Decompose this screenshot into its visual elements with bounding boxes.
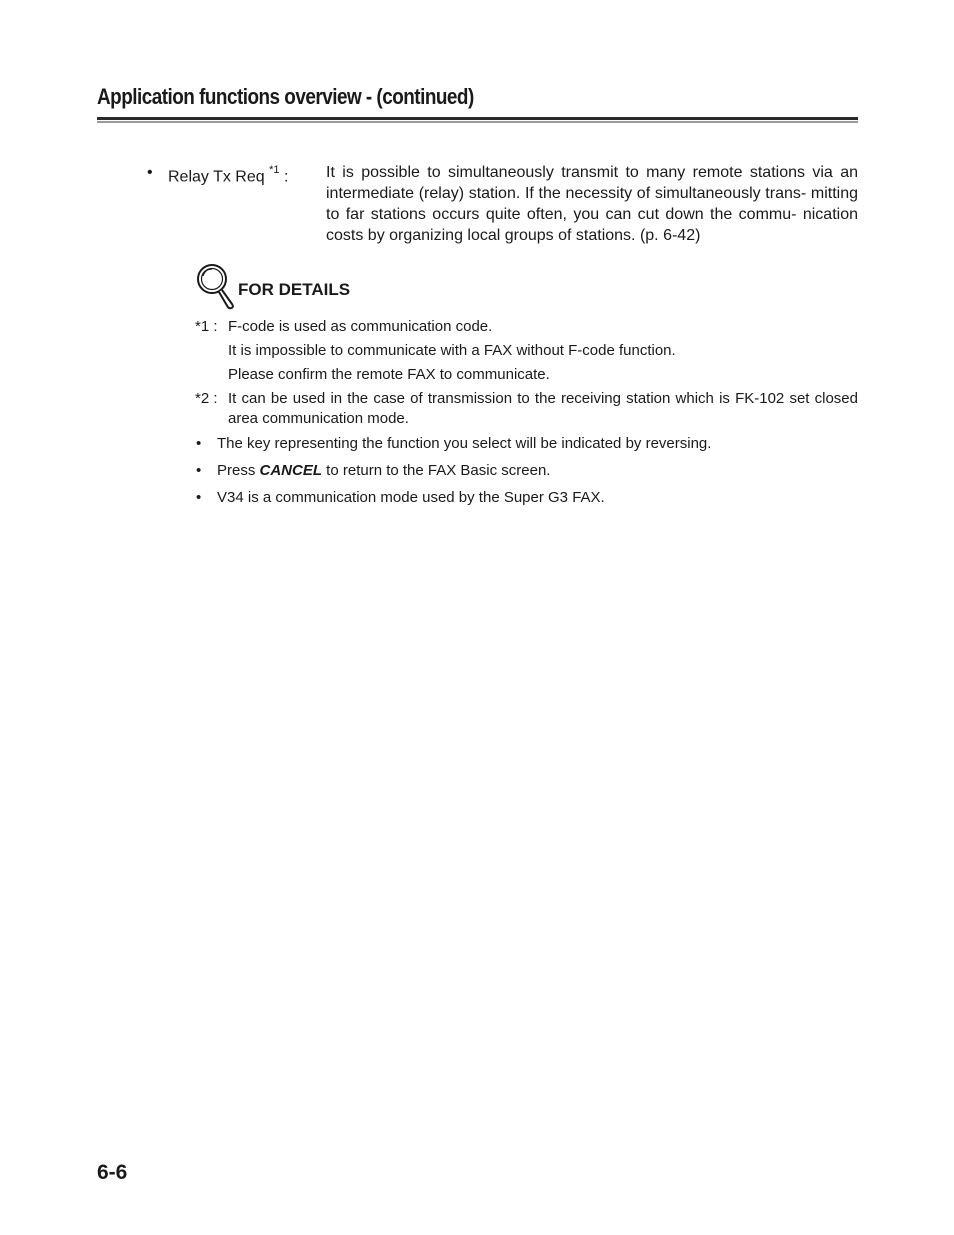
bullet: • <box>196 435 202 452</box>
bullet: • <box>196 462 202 479</box>
header-rule-shadow <box>97 121 858 123</box>
footnote-2 <box>195 389 858 429</box>
magnifier-icon <box>192 260 238 310</box>
footnote-line: It is impossible to communicate with a FAX without F-code function. <box>228 342 676 359</box>
list-item <box>195 488 858 508</box>
info-bullets <box>195 434 858 515</box>
relay-term-text: Relay Tx Req <box>168 168 265 186</box>
footnotes <box>195 317 858 433</box>
for-details-label: FOR DETAILS <box>238 280 351 299</box>
list-item-text-pre: Press <box>217 462 260 479</box>
relay-description: It is possible to simultaneously transmit to many remote stations via an intermediate (relay) station. If the necessity of simultaneously trans- mitting to far stations occurs quite often, you can cut down the commu- nication costs by organizing local groups of stations. (p. 6-42) <box>326 164 858 244</box>
footnote-1 <box>195 317 858 385</box>
relay-term-colon: : <box>279 168 289 186</box>
header-rule <box>97 117 858 120</box>
list-item <box>195 434 858 454</box>
footnote-line: F-code is used as communication code. <box>228 318 493 335</box>
cancel-key-name: CANCEL <box>259 462 323 479</box>
footnote-line: It can be used in the case of transmission to the receiving station which is FK-102 set closed area communication mode. <box>228 390 858 427</box>
list-item-text: V34 is a communication mode used by the Super G3 FAX. <box>217 489 605 506</box>
footnote-ref: *1 <box>269 164 280 176</box>
footnote-mark: *2 : <box>195 390 218 407</box>
bullet: • <box>196 489 202 506</box>
bullet: • <box>147 164 153 181</box>
page-number: 6-6 <box>97 1161 128 1184</box>
relay-term <box>168 162 288 187</box>
footnote-line: Please confirm the remote FAX to communicate. <box>228 366 550 383</box>
page-title: Application functions overview - (continued) <box>97 84 474 109</box>
footnote-mark: *1 : <box>195 318 218 335</box>
list-item <box>195 461 858 481</box>
list-item-text: The key representing the function you select will be indicated by reversing. <box>217 435 712 452</box>
list-item-text-post: to return to the FAX Basic screen. <box>322 462 551 479</box>
